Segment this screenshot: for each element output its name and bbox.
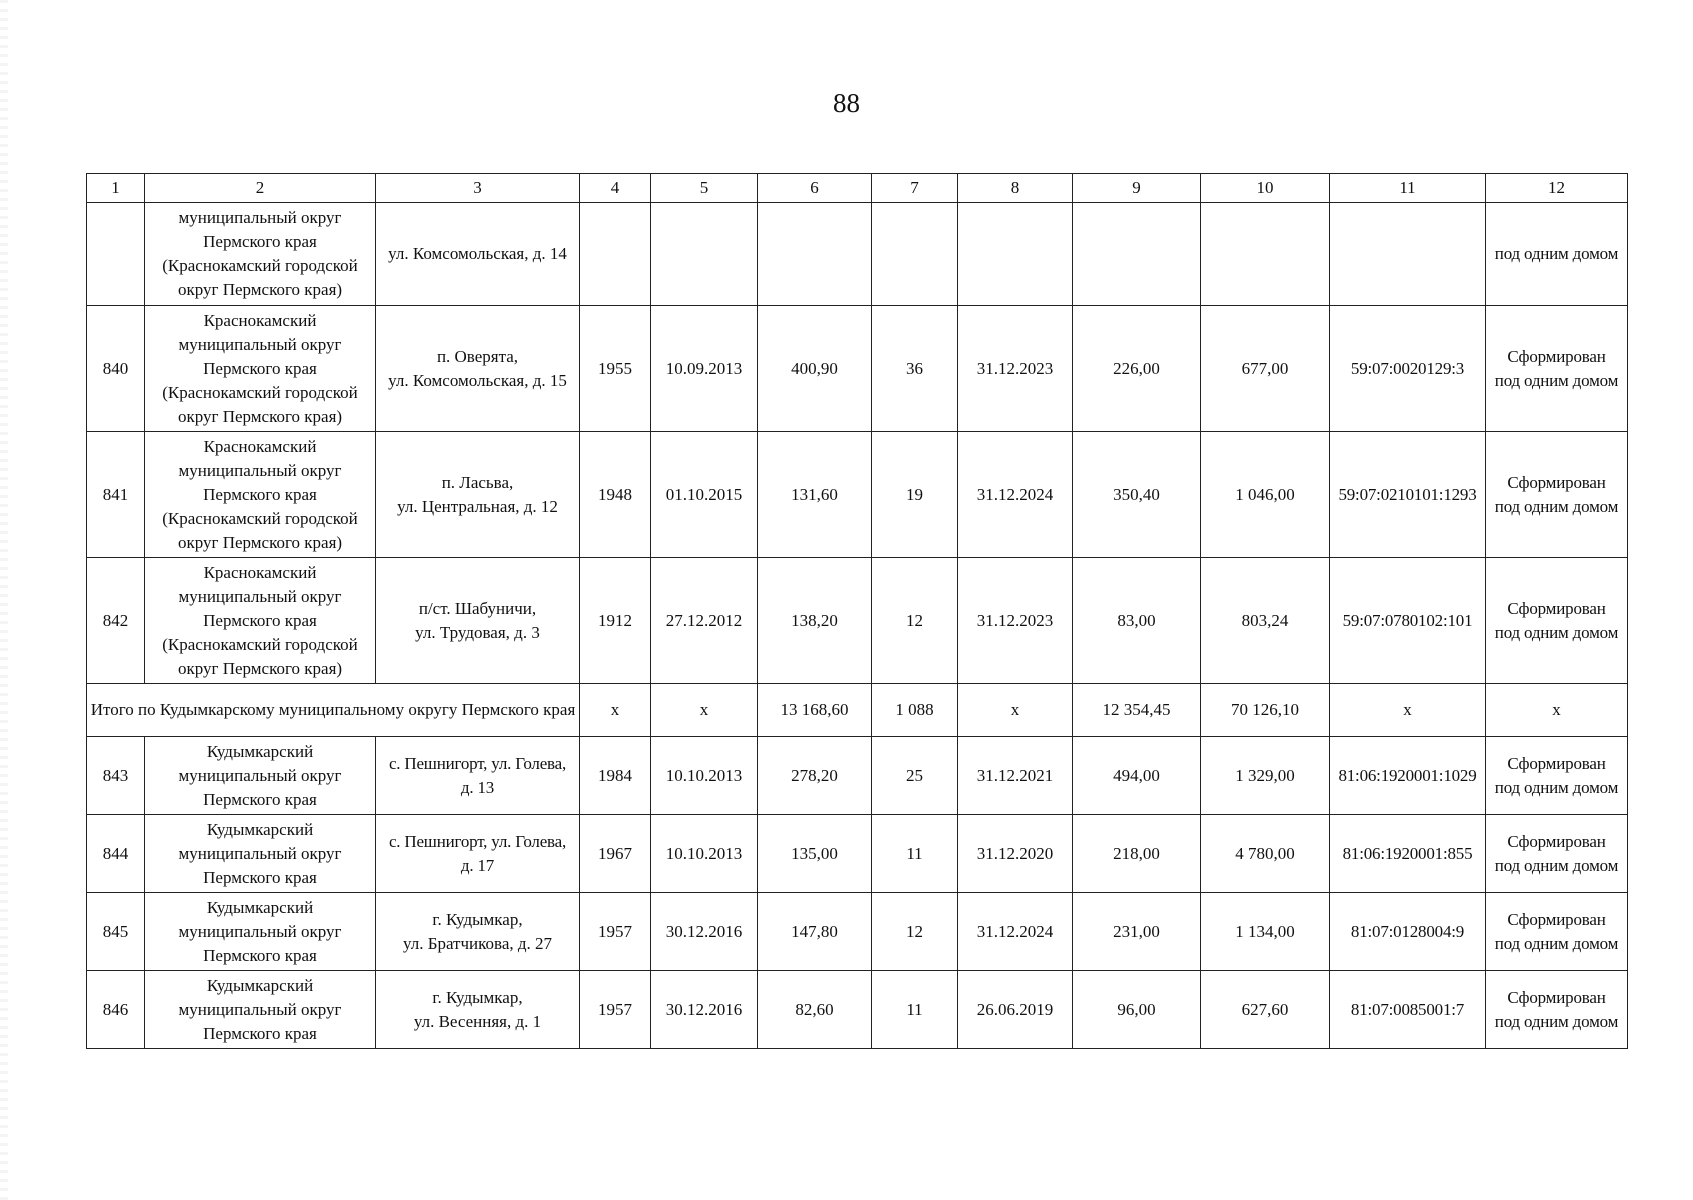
address-line: п. Оверята, [436,346,519,366]
address-line: п. Ласьва, [441,472,514,492]
col9-cell: 231,00 [1073,893,1201,971]
table-row [87,971,1628,1049]
subtotal-col10: 70 126,10 [1201,684,1330,737]
subtotal-col8: х [958,684,1073,737]
year-cell: 1967 [580,815,651,893]
date-cell: 10.10.2013 [651,737,758,815]
row-number-cell: 842 [87,558,145,684]
col9-cell: 96,00 [1073,971,1201,1049]
row-number-cell: 843 [87,737,145,815]
cadastral-cell [1330,203,1486,306]
table-row [87,558,1628,684]
municipality-cell [145,432,376,558]
status-line: под одним домом [1494,777,1619,797]
table-row [87,737,1628,815]
status-line: Сформирован [1507,909,1606,929]
address-line: г. Кудымкар, [432,987,523,1007]
subtotal-label: Итого по Кудымкарскому муниципальному округу Пермского края [87,684,580,737]
address-cell [376,893,580,971]
address-cell [376,203,580,306]
col10-cell: 1 046,00 [1201,432,1330,558]
address-line: г. Кудымкар, [432,909,523,929]
status-line: Сформирован [1507,346,1606,366]
col9-cell: 226,00 [1073,306,1201,432]
area-cell: 131,60 [758,432,872,558]
municipality-cell [145,815,376,893]
area-cell: 147,80 [758,893,872,971]
municipality-line: Кудымкарский [206,819,314,839]
subtotal-row [87,684,1628,737]
row-number-cell: 844 [87,815,145,893]
municipality-line: муниципальный округ [178,460,342,480]
municipality-line: Кудымкарский [206,741,314,761]
municipality-line: муниципальный округ [178,208,342,227]
year-cell: 1912 [580,558,651,684]
date-cell: 30.12.2016 [651,971,758,1049]
municipality-cell [145,737,376,815]
subtotal-col9: 12 354,45 [1073,684,1201,737]
address-line: ул. Комсомольская, д. 14 [388,244,567,263]
address-line: с. Пешнигорт, ул. Голева, [388,753,567,773]
column-number: 7 [872,174,958,203]
subtotal-residents: 1 088 [872,684,958,737]
address-line: п/ст. Шабуничи, [418,598,537,618]
col10-cell: 677,00 [1201,306,1330,432]
municipality-cell [145,971,376,1049]
cadastral-cell: 59:07:0780102:101 [1330,558,1486,684]
col9-cell: 218,00 [1073,815,1201,893]
column-number: 4 [580,174,651,203]
col9-cell [1073,203,1201,306]
status-line: под одним домом [1494,855,1619,875]
column-number: 9 [1073,174,1201,203]
municipality-line: (Краснокамский городской [162,508,358,528]
row-number-cell [87,203,145,306]
municipality-line: Пермского края [203,232,317,251]
deadline-cell: 31.12.2023 [958,306,1073,432]
area-cell: 135,00 [758,815,872,893]
address-cell [376,558,580,684]
status-cell [1486,893,1628,971]
year-cell: 1984 [580,737,651,815]
table-row [87,306,1628,432]
subtotal-col4: х [580,684,651,737]
address-line: ул. Братчикова, д. 27 [402,933,553,953]
address-line: ул. Весенняя, д. 1 [413,1011,542,1031]
col10-cell [1201,203,1330,306]
municipality-line: Кудымкарский [206,975,314,995]
deadline-cell: 31.12.2021 [958,737,1073,815]
municipality-line: Пермского края [203,484,317,504]
status-line: Сформирован [1507,598,1606,618]
date-cell: 01.10.2015 [651,432,758,558]
cadastral-cell: 81:07:0085001:7 [1330,971,1486,1049]
col10-cell: 1 134,00 [1201,893,1330,971]
year-cell: 1957 [580,971,651,1049]
residents-cell [872,203,958,306]
municipality-line: муниципальный округ [178,921,342,941]
municipality-line: округ Пермского края) [177,280,343,299]
deadline-cell: 31.12.2024 [958,432,1073,558]
column-number: 6 [758,174,872,203]
address-cell [376,815,580,893]
col10-cell: 803,24 [1201,558,1330,684]
deadline-cell: 31.12.2020 [958,815,1073,893]
table-row [87,893,1628,971]
municipality-cell [145,893,376,971]
address-cell [376,737,580,815]
status-line: Сформирован [1507,753,1606,773]
municipality-cell [145,203,376,306]
status-cell [1486,737,1628,815]
status-line: Сформирован [1507,472,1606,492]
year-cell: 1948 [580,432,651,558]
row-number-cell: 845 [87,893,145,971]
status-cell [1486,558,1628,684]
deadline-cell: 26.06.2019 [958,971,1073,1049]
subtotal-col11: х [1330,684,1486,737]
column-number: 5 [651,174,758,203]
status-line: под одним домом [1494,370,1619,390]
status-line: под одним домом [1494,1011,1619,1031]
cadastral-cell: 81:06:1920001:855 [1330,815,1486,893]
municipality-line: Пермского края [203,358,317,378]
year-cell: 1957 [580,893,651,971]
residents-cell: 11 [872,971,958,1049]
col9-cell: 83,00 [1073,558,1201,684]
address-line: ул. Центральная, д. 12 [397,496,558,516]
residents-cell: 19 [872,432,958,558]
status-line: под одним домом [1494,622,1619,642]
row-number-cell: 841 [87,432,145,558]
date-cell: 30.12.2016 [651,893,758,971]
cadastral-cell: 81:06:1920001:1029 [1330,737,1486,815]
housing-registry-table [86,173,1628,1049]
municipality-line: округ Пермского края) [177,406,343,426]
deadline-cell: 31.12.2023 [958,558,1073,684]
column-number: 8 [958,174,1073,203]
residents-cell: 25 [872,737,958,815]
address-cell [376,971,580,1049]
municipality-line: муниципальный округ [178,586,342,606]
status-cell [1486,306,1628,432]
status-line: под одним домом [1494,933,1619,953]
residents-cell: 36 [872,306,958,432]
column-number: 12 [1486,174,1628,203]
area-cell: 138,20 [758,558,872,684]
municipality-line: Краснокамский [203,562,317,582]
municipality-line: Пермского края [203,1023,317,1043]
municipality-line: Пермского края [203,789,317,809]
municipality-line: Пермского края [203,945,317,965]
subtotal-col5: х [651,684,758,737]
date-cell [651,203,758,306]
area-cell: 82,60 [758,971,872,1049]
area-cell [758,203,872,306]
municipality-line: (Краснокамский городской [162,634,358,654]
residents-cell: 11 [872,815,958,893]
status-line: Сформирован [1507,987,1606,1007]
municipality-line: округ Пермского края) [177,658,343,678]
col9-cell: 494,00 [1073,737,1201,815]
subtotal-area: 13 168,60 [758,684,872,737]
deadline-cell: 31.12.2024 [958,893,1073,971]
row-number-cell: 846 [87,971,145,1049]
municipality-line: муниципальный округ [178,334,342,354]
column-number: 10 [1201,174,1330,203]
address-line: д. 13 [460,777,495,797]
status-cell [1486,971,1628,1049]
year-cell [580,203,651,306]
status-cell [1486,432,1628,558]
municipality-line: муниципальный округ [178,765,342,785]
area-cell: 400,90 [758,306,872,432]
table-row [87,432,1628,558]
col10-cell: 627,60 [1201,971,1330,1049]
column-number: 1 [87,174,145,203]
municipality-line: муниципальный округ [178,999,342,1019]
residents-cell: 12 [872,558,958,684]
municipality-line: округ Пермского края) [177,532,343,552]
municipality-line: Краснокамский [203,310,317,330]
row-number-cell: 840 [87,306,145,432]
cadastral-cell: 59:07:0020129:3 [1330,306,1486,432]
date-cell: 10.10.2013 [651,815,758,893]
continuation-row [87,203,1628,306]
col9-cell: 350,40 [1073,432,1201,558]
column-number: 11 [1330,174,1486,203]
page-number: 88 [833,88,860,118]
year-cell: 1955 [580,306,651,432]
cadastral-cell: 81:07:0128004:9 [1330,893,1486,971]
subtotal-col12: х [1486,684,1628,737]
address-cell [376,306,580,432]
date-cell: 27.12.2012 [651,558,758,684]
municipality-line: (Краснокамский городской [162,256,358,275]
col10-cell: 1 329,00 [1201,737,1330,815]
deadline-cell [958,203,1073,306]
column-number-row [87,174,1628,203]
address-line: д. 17 [460,855,495,875]
municipality-cell [145,558,376,684]
residents-cell: 12 [872,893,958,971]
address-line: ул. Трудовая, д. 3 [415,622,540,642]
status-line: под одним домом [1494,496,1619,516]
column-number: 3 [376,174,580,203]
status-line: под одним домом [1494,244,1619,263]
address-line: с. Пешнигорт, ул. Голева, [388,831,567,851]
col10-cell: 4 780,00 [1201,815,1330,893]
status-cell [1486,815,1628,893]
municipality-line: муниципальный округ [178,843,342,863]
scan-edge-noise [0,0,8,1200]
status-cell [1486,203,1628,306]
municipality-cell [145,306,376,432]
area-cell: 278,20 [758,737,872,815]
address-cell [376,432,580,558]
municipality-line: Пермского края [203,867,317,887]
status-line: Сформирован [1507,831,1606,851]
address-line: ул. Комсомольская, д. 15 [388,370,567,390]
table-row [87,815,1628,893]
date-cell: 10.09.2013 [651,306,758,432]
municipality-line: Пермского края [203,610,317,630]
municipality-line: (Краснокамский городской [162,382,358,402]
municipality-line: Кудымкарский [206,897,314,917]
municipality-line: Краснокамский [203,436,317,456]
column-number: 2 [145,174,376,203]
cadastral-cell: 59:07:0210101:1293 [1330,432,1486,558]
